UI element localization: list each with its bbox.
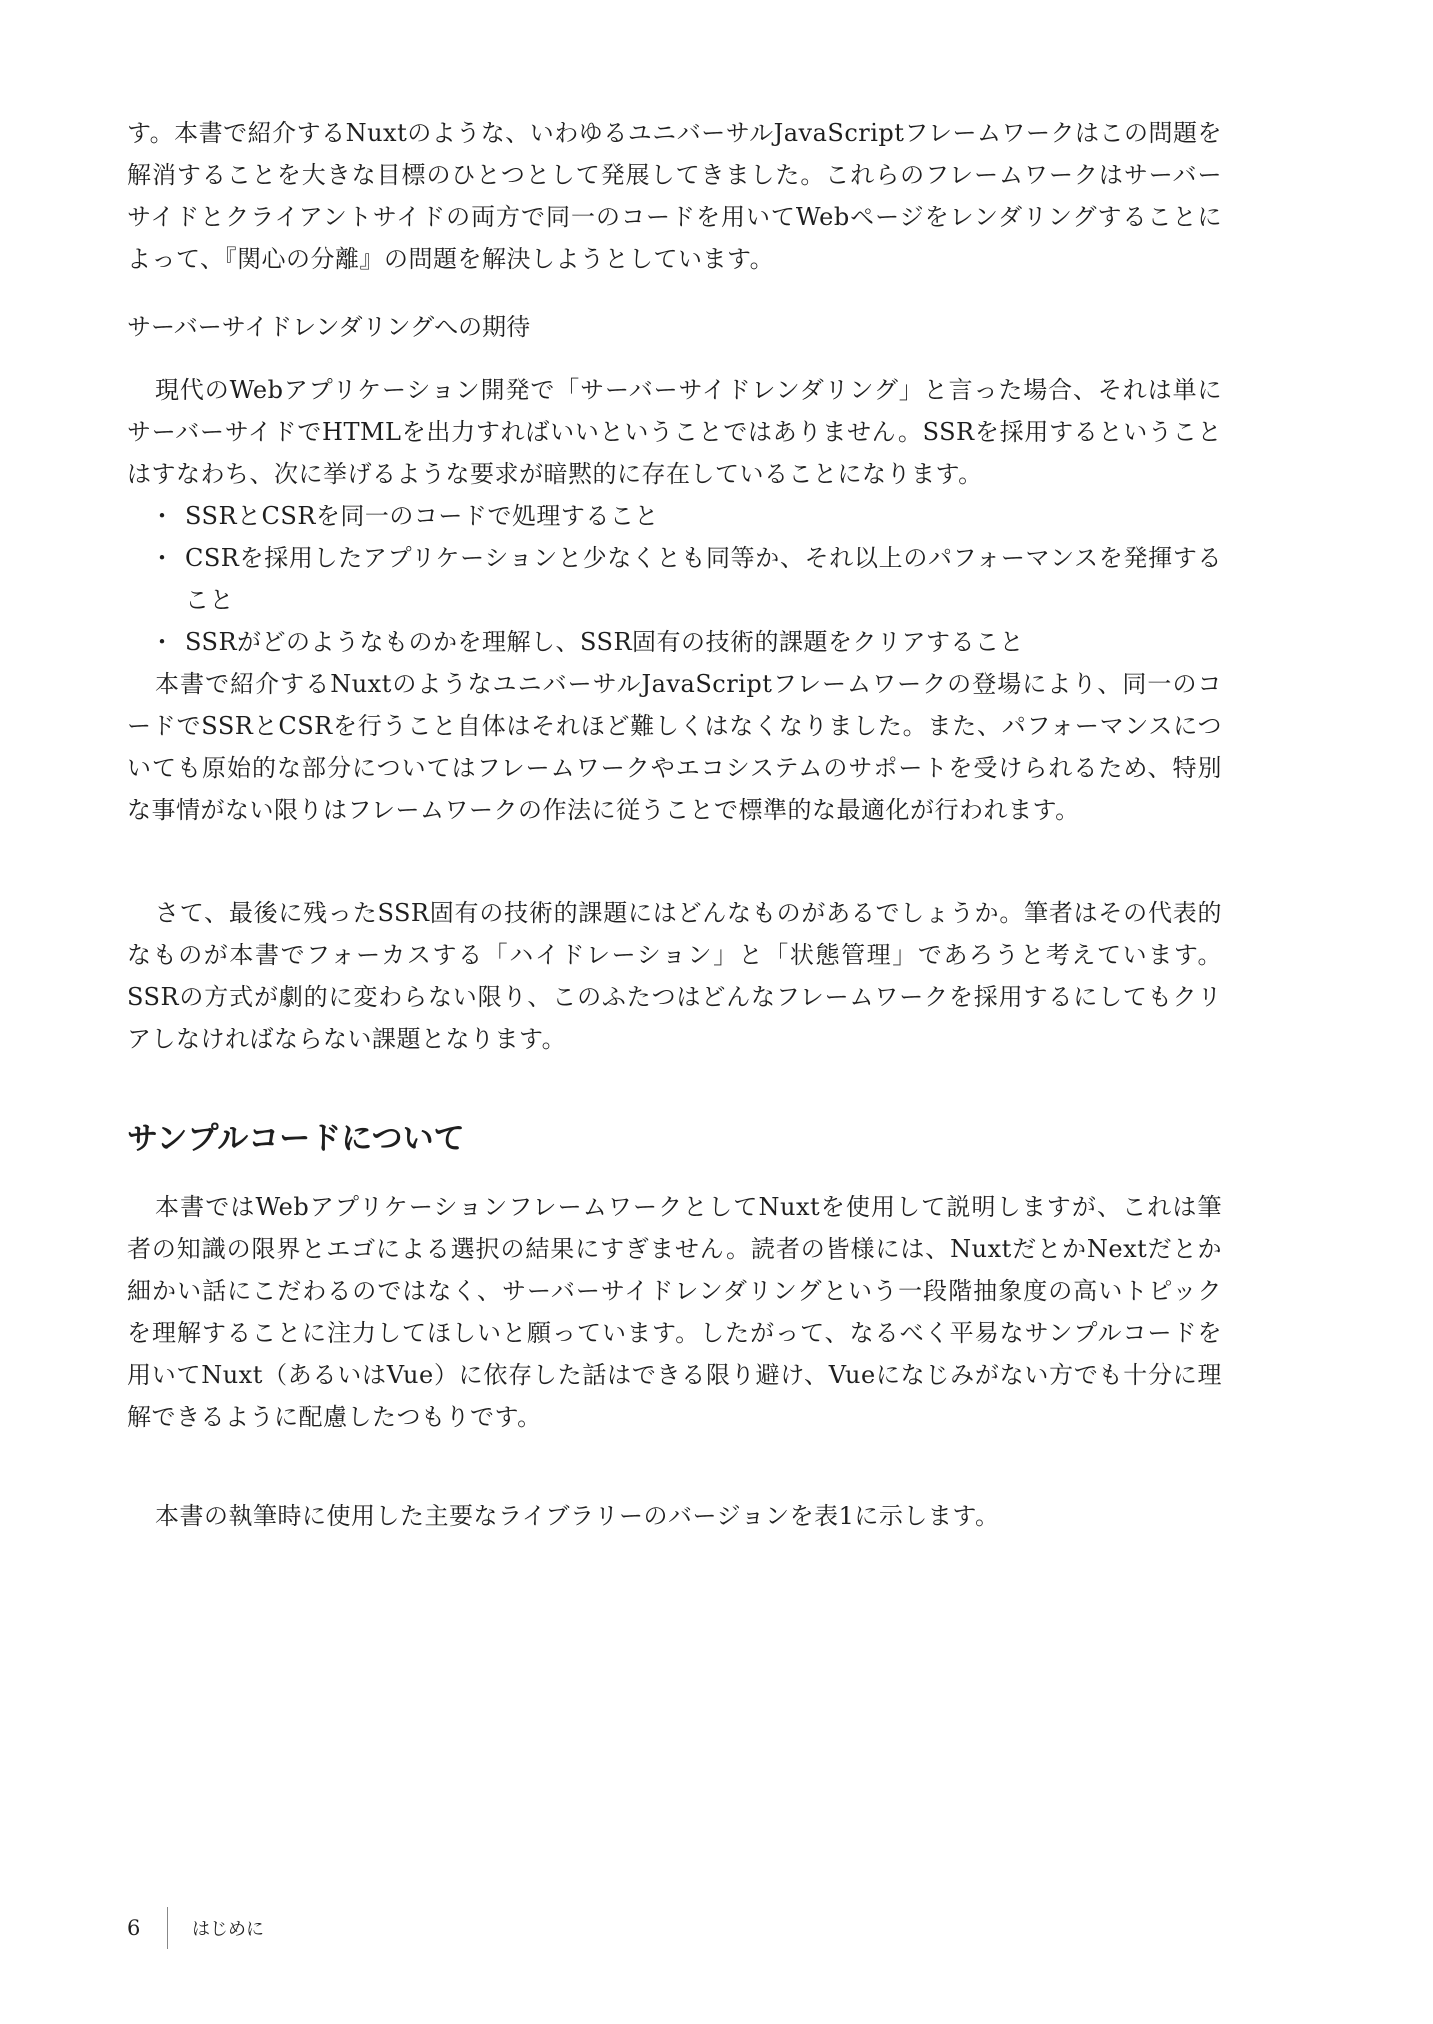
- bullet-mark: ・: [150, 502, 175, 530]
- list-item-text: SSRがどのようなものかを理解し、SSR固有の技術的課題をクリアすること: [185, 628, 1025, 656]
- ssr-body: [127, 369, 1222, 831]
- ssr-closing: [127, 892, 1222, 1060]
- sample-paragraph-1: 本書ではWebアプリケーションフレームワークとしてNuxtを使用して説明しますが、これは筆者の知識の限界とエゴによる選択の結果にすぎません。読者の皆様には、NuxtだとかNextだとか細かい話にこだわるのではなく、サーバーサイドレンダリングという一段階抽象度の高いトピックを理解することに注力してほしいと願っています。したがって、なるべく平易なサンプルコードを用いてNuxt（あるいはVue）に依存した話はできる限り避け、Vueになじみがない方でも十分に理解できるように配慮したつもりです。: [127, 1193, 1222, 1431]
- list-item: [127, 537, 1222, 621]
- bullet-mark: ・: [150, 628, 175, 656]
- sample-code-section: [127, 1118, 1222, 1160]
- footer-divider: [167, 1907, 168, 1949]
- ssr-paragraph-1: 現代のWebアプリケーション開発で「サーバーサイドレンダリング」と言った場合、それは単にサーバーサイドでHTMLを出力すればいいということではありません。SSRを採用するということはすなわち、次に挙げるような要求が暗黙的に存在していることになります。: [127, 376, 1222, 488]
- sample-code-closing: [127, 1495, 1222, 1537]
- ssr-paragraph-2: 本書で紹介するNuxtのようなユニバーサルJavaScriptフレームワークの登場により、同一のコードでSSRとCSRを行うこと自体はそれほど難しくはなくなりました。また、パフォーマンスについても原始的な部分についてはフレームワークやエコシステムのサポートを受けられるため、特別な事情がない限りはフレームワークの作法に従うことで標準的な最適化が行われます。: [127, 670, 1222, 824]
- page-number: 6: [127, 1916, 141, 1940]
- list-item: [127, 495, 1222, 537]
- ssr-expectation-section: [127, 306, 1222, 348]
- bullet-mark: ・: [150, 544, 175, 572]
- document-page: [127, 0, 1222, 2024]
- page-footer: [127, 1903, 264, 1953]
- list-item-text: SSRとCSRを同一のコードで処理すること: [185, 502, 659, 530]
- sample-code-body: [127, 1186, 1222, 1438]
- list-item: [127, 621, 1222, 663]
- list-item-text: CSRを採用したアプリケーションと少なくとも同等か、それ以上のパフォーマンスを発揮すること: [185, 544, 1222, 614]
- intro-paragraph: す。本書で紹介するNuxtのような、いわゆるユニバーサルJavaScriptフレームワークはこの問題を解消することを大きな目標のひとつとして発展してきました。これらのフレームワークはサーバーサイドとクライアントサイドの両方で同一のコードを用いてWebページをレンダリングすることによって、『関心の分離』の問題を解決しようとしています。: [127, 119, 1222, 273]
- intro-section: [127, 112, 1222, 280]
- ssr-paragraph-3: さて、最後に残ったSSR固有の技術的課題にはどんなものがあるでしょうか。筆者はその代表的なものが本書でフォーカスする「ハイドレーション」と「状態管理」であろうと考えています。SSRの方式が劇的に変わらない限り、このふたつはどんなフレームワークを採用するにしてもクリアしなければならない課題となります。: [127, 899, 1222, 1053]
- requirement-list: [127, 495, 1222, 663]
- sample-paragraph-2: 本書の執筆時に使用した主要なライブラリーのバージョンを表1に示します。: [155, 1502, 1000, 1530]
- running-chapter-title: はじめに: [192, 1919, 264, 1940]
- section-heading: サンプルコードについて: [127, 1121, 465, 1157]
- ssr-subheading: サーバーサイドレンダリングへの期待: [127, 313, 531, 341]
